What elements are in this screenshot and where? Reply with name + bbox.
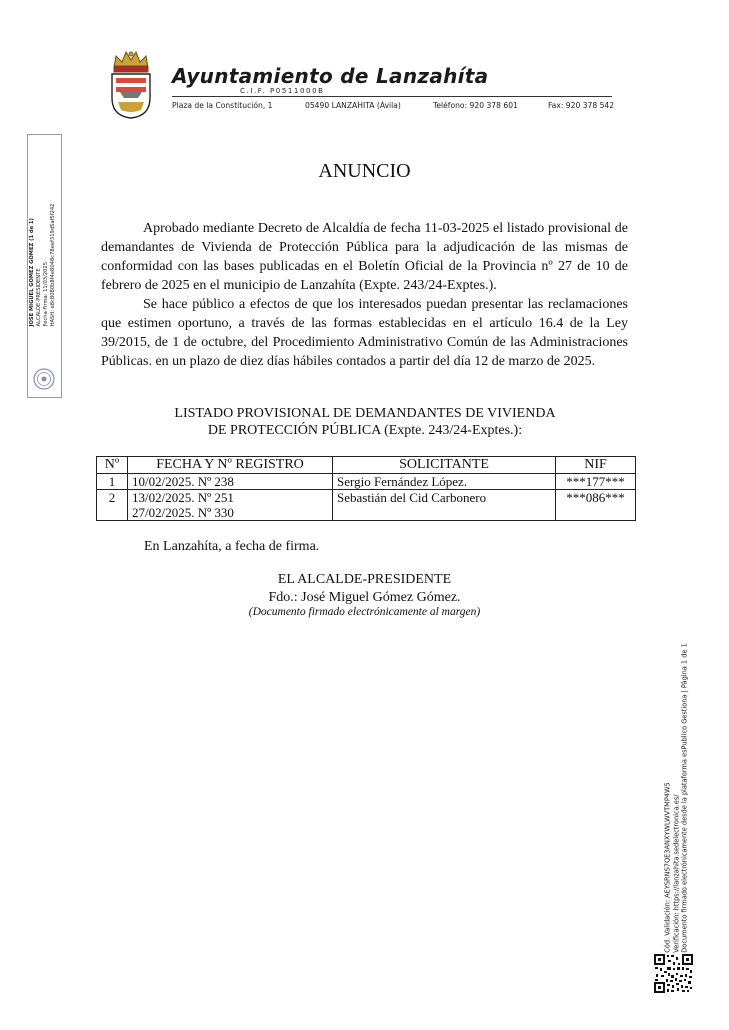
signature-hash: HASH: e8c8080b8f4e8048c78eef319d5af5f242 (50, 203, 56, 327)
signer-name: Fdo.: José Miguel Gómez Gómez. (268, 590, 461, 605)
row-num: 1 (97, 474, 128, 490)
list-title (100, 405, 630, 439)
verification-platform: Documento firmado electrónicamente desde la plataforma esPublico Gestiona | Página 1 de 1 (680, 643, 689, 953)
header-divider (172, 96, 612, 97)
table-row (97, 474, 636, 490)
signer-note: (Documento firmado electrónicamente al margen) (248, 606, 481, 618)
organization-name: Ayuntamiento de Lanzahíta (172, 64, 489, 88)
signature-role: ALCALDE-PRESIDENTE (36, 268, 42, 327)
signature-strip-text (29, 204, 57, 327)
verification-strip (663, 643, 689, 953)
header-nif: NIF (556, 457, 636, 474)
table-row (97, 490, 636, 521)
header-solicitante: SOLICITANTE (333, 457, 556, 474)
row-nif: ***086*** (556, 490, 636, 521)
row-fecha (128, 474, 333, 490)
row-fecha (128, 490, 333, 521)
municipal-crest-icon (108, 48, 154, 120)
closing-text: En Lanzahíta, a fecha de firma. (144, 539, 320, 554)
list-title-line2: DE PROTECCIÓN PÚBLICA (Expte. 243/24-Exptes.): (207, 423, 523, 438)
row-fecha-line: 13/02/2025. Nº 251 (132, 490, 234, 505)
header-fax: Fax: 920 378 542 (548, 101, 615, 110)
signer-role: EL ALCALDE-PRESIDENTE (277, 572, 452, 587)
header-num: Nº (97, 457, 128, 474)
header-address: Plaza de la Constitución, 1 (172, 101, 273, 110)
row-solicitante: Sergio Fernández López. (333, 474, 556, 490)
row-fecha-line: 10/02/2025. Nº 238 (132, 474, 234, 489)
header-phone: Teléfono: 920 378 601 (433, 101, 518, 110)
table-header-row (97, 457, 636, 474)
applicants-table (96, 456, 636, 521)
header-fecha: FECHA Y Nº REGISTRO (128, 457, 333, 474)
header-postal: 05490 LANZAHITA (Ávila) (305, 101, 401, 110)
paragraph-decree: Aprobado mediante Decreto de Alcaldía de fecha 11-03-2025 el listado provisional de demandantes de Vivienda de Protección Pública para la adjudicación de las mismas de conformidad con las bases publicadas en el Boletín Oficial de la Provincia nº 27 de 10 de febrero de 2025 en el municipio de Lanzahíta (Expte. 243/24-Exptes.). (101, 221, 628, 293)
signature-date: Fecha Firma: 11/03/2025 (43, 261, 49, 327)
row-num: 2 (97, 490, 128, 521)
organization-cif: C.I.F. P0511000B (240, 87, 325, 95)
signature-signer: JOSE MIGUEL GOMEZ GOMEZ (1 de 1) (29, 218, 35, 327)
row-fecha-line: 27/02/2025. Nº 330 (132, 505, 234, 520)
list-title-line1: LISTADO PROVISIONAL DE DEMANDANTES DE VIVIENDA (174, 406, 556, 421)
row-nif: ***177*** (556, 474, 636, 490)
qr-code-icon[interactable] (653, 953, 694, 994)
seal-stamp-icon (33, 368, 55, 390)
row-solicitante: Sebastián del Cid Carbonero (333, 490, 556, 521)
document-title: ANUNCIO (318, 160, 411, 182)
paragraph-claims: Se hace público a efectos de que los interesados puedan presentar las reclamaciones que estimen oportuno, a través de las formas establecidas en el artículo 16.4 de la Ley 39/2015, de 1 de octubre, del Procedimiento Administrativo Común de las Administraciones Públicas. en un plazo de diez días hábiles contados a partir del día 12 de marzo de 2025. (101, 297, 628, 369)
verification-url: Verificación: https://lanzahita.sedelectronica.es/ (671, 794, 680, 953)
verification-code: Cód. Validación: AEYSRNS7QE3ANXYWLWVTMP4W5 (663, 782, 672, 953)
